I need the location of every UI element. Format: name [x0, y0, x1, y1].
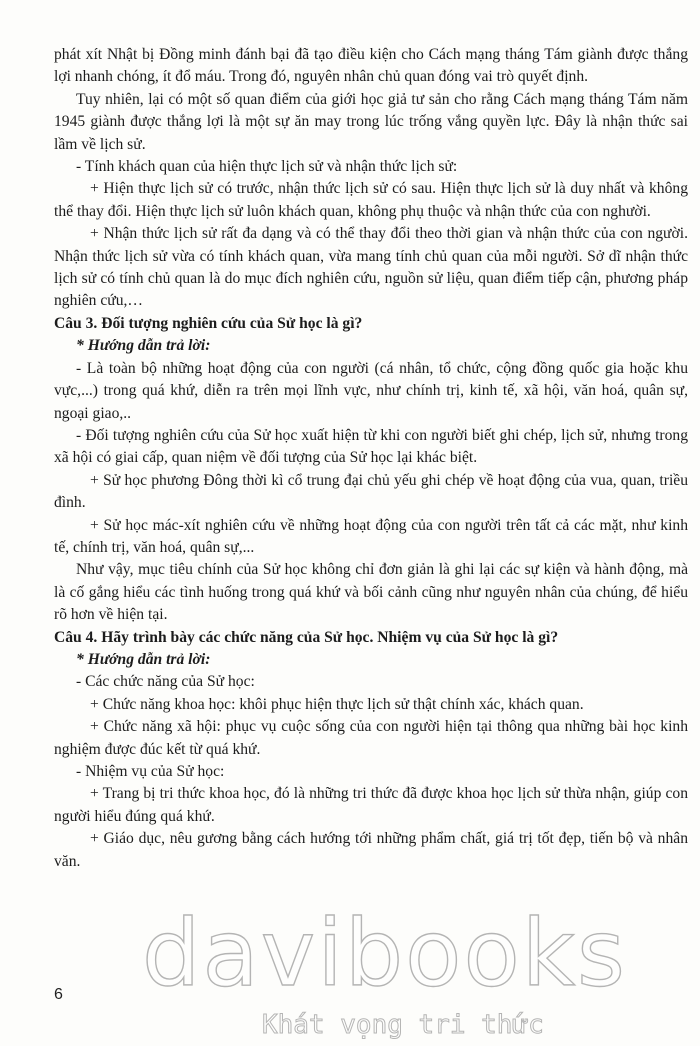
answer-guide-3: * Hướng dẫn trả lời: — [76, 337, 211, 355]
question-4-heading: Câu 4. Hãy trình bày các chức năng của Sử học. Nhiệm vụ của Sử học là gì? — [54, 628, 559, 646]
watermark-logo: davibooks — [142, 900, 627, 1007]
paragraph-bourgeois-view: Tuy nhiên, lại có một số quan điểm của giới học giả tư sản cho rằng Cách mạng tháng Tám năm 1945 giành được thắng lợi là một sự ăn may trong lúc trống vắng quyền lực. Đây là nhận thức sai lầm về lịch sử. — [54, 90, 688, 153]
answer-guide-4: * Hướng dẫn trả lời: — [76, 650, 211, 668]
paragraph-marxist-history: + Sử học mác-xít nghiên cứu về những hoạt động của con người trên tất cả các mặt, như kinh tế, chính trị, văn hoá, quân sự,... — [54, 516, 688, 556]
watermark-tagline: Khát vọng tri thức — [262, 1010, 544, 1040]
paragraph-objectivity-heading: - Tính khách quan của hiện thực lịch sử và nhận thức lịch sử: — [76, 158, 458, 176]
paragraph-task-knowledge: + Trang bị tri thức khoa học, đó là những tri thức đã được khoa học lịch sử thừa nhận, giúp con người hiểu đúng quá khứ. — [54, 785, 688, 825]
paragraph-research-object-history: - Đối tượng nghiên cứu của Sử học xuất hiện từ khi con người biết ghi chép, lịch sử, nhưng trong xã hội có giai cấp, quan niệm về đối tượng của Sử học lại khác biệt. — [54, 426, 688, 467]
paragraph-perception-point: + Nhận thức lịch sử rất đa dạng và có thể thay đổi theo thời gian và nhận thức của con người. Nhận thức lịch sử vừa có tính khách quan, vừa mang tính chủ quan của mỗi người. Sở dĩ nhận thức lịch sử có tính chủ quan là do mục đích nghiên cứu, nguồn sử liệu, quan điểm tiếp cận, phương pháp nghiên cứu,… — [54, 225, 688, 310]
paragraph-reality-point: + Hiện thực lịch sử có trước, nhận thức lịch sử có sau. Hiện thực lịch sử là duy nhất và không thể thay đổi. Hiện thực lịch sử luôn khách quan, không phụ thuộc và nhận thức của con nghười. — [54, 180, 688, 220]
paragraph-conclusion: Như vậy, mục tiêu chính của Sử học không chỉ đơn giản là ghi lại các sự kiện và hành động, mà là cố gắng hiểu các tình huống trong quá khứ và bối cảnh cũng như nguyên nhân của chúng, để hiểu rõ hơn về hiện tại. — [54, 561, 688, 624]
page-body — [54, 44, 688, 873]
paragraph-science-function: + Chức năng khoa học: khôi phục hiện thực lịch sử thật chính xác, khách quan. — [90, 695, 584, 713]
paragraph-research-object: - Là toàn bộ những hoạt động của con người (cá nhân, tổ chức, cộng đồng quốc gia hoặc khu vực,...) trong quá khứ, diễn ra trên mọi lĩnh vực, như chính trị, kinh tế, xã hội, văn hoá, quân sự, ngoại giao,.. — [54, 359, 688, 422]
question-3-heading: Câu 3. Đối tượng nghiên cứu của Sử học là gì? — [54, 314, 363, 332]
paragraph-social-function: + Chức năng xã hội: phục vụ cuộc sống của con người hiện tại thông qua những bài học kinh nghiệm được đúc kết từ quá khứ. — [54, 718, 688, 758]
page-number: 6 — [54, 986, 63, 1003]
paragraph-tasks-heading: - Nhiệm vụ của Sử học: — [76, 763, 225, 780]
paragraph-eastern-history: + Sử học phương Đông thời kì cổ trung đại chủ yếu ghi chép về hoạt động của vua, quan, triều đình. — [54, 471, 688, 512]
paragraph-functions-heading: - Các chức năng của Sử học: — [76, 673, 255, 691]
paragraph-task-education: + Giáo dục, nêu gương bằng cách hướng tới những phẩm chất, giá trị tốt đẹp, tiến bộ và nhân văn. — [54, 830, 688, 870]
paragraph-intro-cont: phát xít Nhật bị Đồng minh đánh bại đã tạo điều kiện cho Cách mạng tháng Tám giành được thắng lợi nhanh chóng, ít đổ máu. Trong đó, nguyên nhân chủ quan đóng vai trò quyết định. — [54, 46, 688, 86]
